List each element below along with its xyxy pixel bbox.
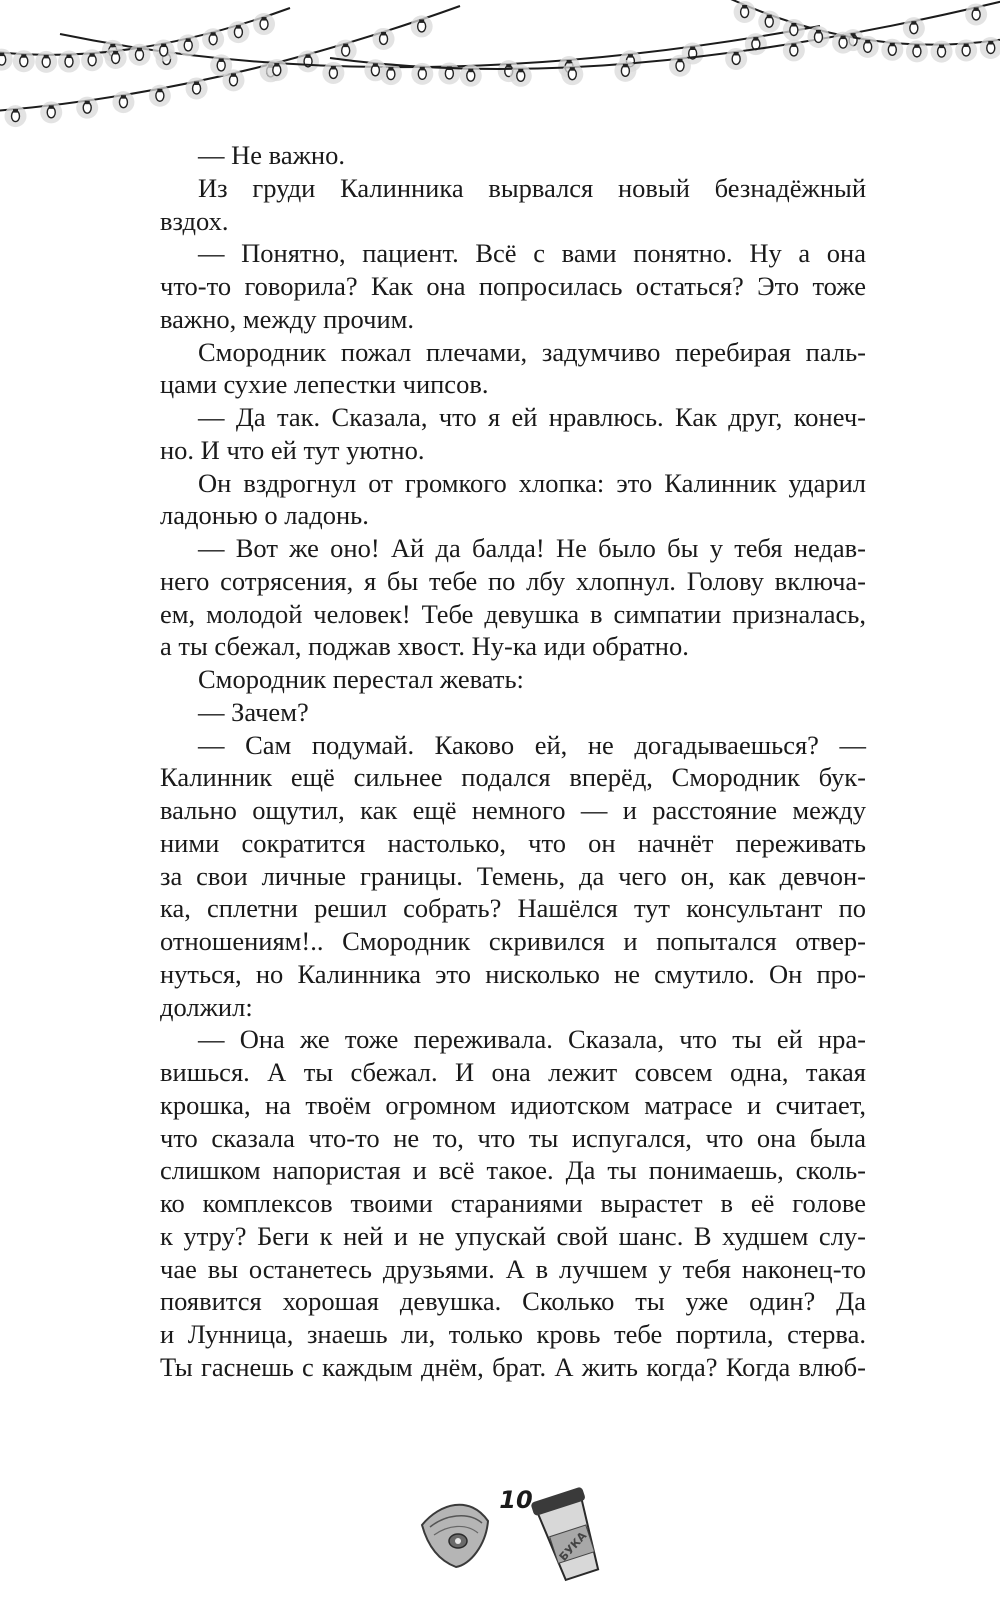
garland-bulb: [210, 54, 232, 76]
text-line: Он вздрогнул от громкого хлопка: это Калинник ударил: [198, 467, 866, 498]
garland-bulb: [460, 65, 482, 87]
text-line: — Зачем?: [198, 696, 309, 727]
garland-bulb: [903, 17, 925, 39]
garland-bulb: [980, 37, 1000, 59]
text-line: ними сократится настолько, что он начнёт переживать: [160, 827, 866, 858]
garland-bulb: [734, 1, 756, 23]
garland-bulb: [364, 59, 386, 81]
garland-bulb: [58, 51, 80, 73]
string-lights-garland-icon: [0, 0, 1000, 140]
garland-bulb: [153, 40, 175, 62]
garland-bulb: [227, 21, 249, 43]
text-line: ладонью о ладонь.: [160, 500, 369, 531]
garland-bulb: [128, 44, 150, 66]
text-line: Ты гаснешь с каждым днём, брат. А жить когда? Когда влюб-: [160, 1351, 866, 1382]
text-line: слишком напористая и всё такое. Да ты понимаешь, сколь-: [160, 1155, 866, 1186]
text-line: — Вот же оно! Ай да балда! Не было бы у тебя недав-: [198, 533, 866, 563]
garland-bulb: [149, 85, 171, 107]
garland-bulb: [112, 91, 134, 113]
text-line: — Не важно.: [198, 140, 345, 170]
text-line: Из груди Калинника вырвался новый безнадёжный: [198, 172, 866, 203]
text-line: и Лунница, знаешь ли, только кровь тебе портила, стерва.: [160, 1319, 866, 1349]
text-line: Калинник ещё сильнее подался вперёд, Смородник бук-: [160, 762, 866, 793]
garland-bulb: [857, 36, 879, 58]
text-line: Смородник пожал плечами, задумчиво перебирая паль-: [198, 336, 866, 367]
text-line: должил:: [160, 991, 253, 1022]
text-line: ка, сплетни решил собрать? Нашёлся тут консультант по: [160, 893, 866, 924]
text-line: важно, между прочим.: [160, 303, 415, 334]
garland-bulb: [76, 97, 98, 119]
text-line: вздох.: [160, 205, 229, 236]
garland-bulb: [105, 47, 127, 69]
garland-bulb: [5, 105, 27, 127]
garland-bulb: [35, 51, 57, 73]
text-line: но. И что ей тут уютно.: [160, 434, 425, 465]
text-line: ко комплексов твоими стараниями вырастет в её голове: [160, 1188, 866, 1218]
garland-bulb: [411, 15, 433, 37]
garland-bulb: [807, 26, 829, 48]
text-line: Смородник перестал жевать:: [198, 664, 524, 694]
garland-bulb: [297, 50, 319, 72]
text-line: отношениям!.. Смородник скривился и попытался отвер-: [160, 926, 866, 956]
garland-bulb: [725, 48, 747, 70]
text-line: вишься. А ты сбежал. И она лежит совсем одна, такая: [160, 1057, 866, 1087]
page-text: [160, 139, 866, 1384]
garland-bulb: [0, 49, 13, 71]
dumpling-icon: [422, 1505, 488, 1567]
coffee-cup-icon: [530, 1486, 607, 1583]
text-line: а ты сбежал, поджав хвост. Ну-ка иди обратно.: [160, 631, 689, 662]
garland-bulb: [931, 41, 953, 63]
garland-bulb: [758, 11, 780, 33]
garland-bulb: [253, 13, 275, 35]
garland-bulb: [561, 63, 583, 85]
text-line: что-то говорила? Как она попросилась остаться? Это тоже: [160, 271, 866, 301]
text-line: — Понятно, пациент. Всё с вами понятно. Ну а она: [198, 238, 866, 269]
garland-bulb: [783, 19, 805, 41]
garland-bulb: [669, 55, 691, 77]
garland-wire: [330, 0, 1000, 69]
garland-bulb: [202, 28, 224, 50]
text-line: к утру? Беги к ней и не упускай свой шанс. В худшем слу-: [160, 1220, 866, 1251]
garland-bulb: [411, 63, 433, 85]
text-line: — Да так. Сказала, что я ей нравлюсь. Как друг, конеч-: [198, 402, 866, 432]
garland-bulb: [881, 39, 903, 61]
text-line: крошка, на твоём огромном идиотском матрасе и считает,: [160, 1089, 866, 1120]
garland-bulb: [373, 28, 395, 50]
garland-bulb: [614, 60, 636, 82]
garland-bulb: [832, 32, 854, 54]
text-line: чае вы останетесь друзьями. А в лучшем у тебя наконец-то: [160, 1253, 866, 1284]
garland-bulb: [40, 101, 62, 123]
garland-bulb: [186, 77, 208, 99]
garland-bulb: [783, 39, 805, 61]
garland-bulb: [510, 65, 532, 87]
garland-bulb: [955, 39, 977, 61]
page-number: 10: [499, 1486, 533, 1514]
garland-bulb: [438, 62, 460, 84]
page-footer-illustration: [0, 1465, 1000, 1595]
text-line: нуться, но Калинника это нисколько не смутило. Он про-: [160, 958, 866, 989]
text-line: ем, молодой человек! Тебе девушка в симпатии призналась,: [160, 598, 866, 629]
text-line: цами сухие лепестки чипсов.: [160, 369, 489, 400]
garland-bulb: [177, 34, 199, 56]
text-line: появится хорошая девушка. Сколько ты уже один? Да: [160, 1286, 866, 1317]
garland-bulb: [745, 33, 767, 55]
text-line: него сотрясения, я бы тебе по лбу хлопнул. Голову включа-: [160, 565, 866, 596]
garland-bulb: [906, 40, 928, 62]
text-line: за свои личные границы. Темень, да чего он, как девчон-: [160, 860, 866, 891]
text-line: — Она же тоже переживала. Сказала, что ты ей нра-: [198, 1024, 866, 1055]
garland-bulb: [13, 50, 35, 72]
garland-bulb: [81, 49, 103, 71]
cup-label: БУКА: [556, 1529, 590, 1564]
garland-bulb: [322, 62, 344, 84]
text-line: — Сам подумай. Каково ей, не догадываешься? —: [198, 729, 866, 760]
text-line: вально ощутил, как ещё немного — и расстояние между: [160, 795, 866, 825]
garland-bulb: [266, 59, 288, 81]
garland-bulb: [965, 3, 987, 25]
text-line: что сказала что-то не то, что ты испугался, что она была: [160, 1122, 866, 1153]
